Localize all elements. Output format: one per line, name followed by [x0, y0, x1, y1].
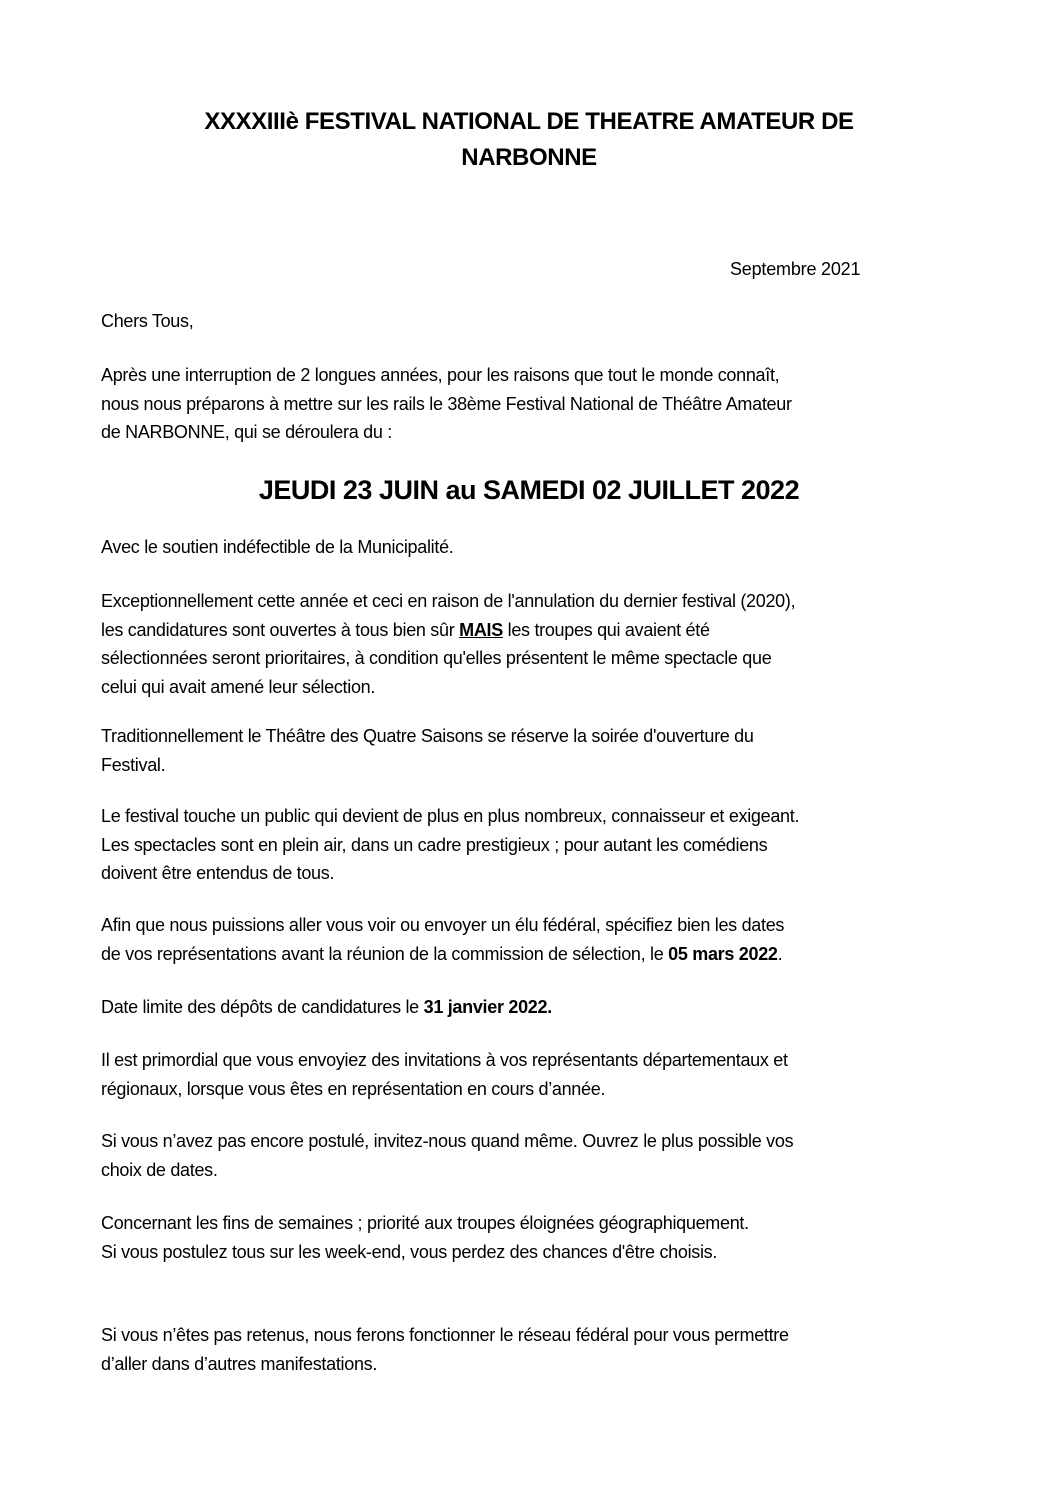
exceptional-line-2-start: les candidatures sont ouvertes à tous bien sûr — [101, 619, 460, 640]
exceptional-line-2 — [101, 616, 971, 645]
intro-line-1: Après une interruption de 2 longues années, pour les raisons que tout le monde connaît, — [101, 365, 780, 385]
intro-paragraph — [101, 361, 971, 447]
not-applied-line-1: Si vous n’avez pas encore postulé, invitez-nous quand même. Ouvrez le plus possible vos — [101, 1131, 794, 1151]
audience-line-2: Les spectacles sont en plein air, dans un cadre prestigieux ; pour autant les comédiens — [101, 834, 768, 855]
not-applied-line-2: choix de dates. — [101, 1159, 218, 1180]
letter-date: Septembre 2021 — [730, 259, 861, 279]
document-title — [100, 104, 958, 176]
festival-dates-headline: JEUDI 23 JUIN au SAMEDI 02 JUILLET 2022 — [258, 475, 800, 505]
exceptional-paragraph — [101, 587, 971, 701]
title-line-2: NARBONNE — [461, 144, 597, 171]
not-applied-paragraph — [101, 1127, 971, 1184]
tradition-line-2: Festival. — [101, 754, 166, 775]
invitations-line-1: Il est primordial que vous envoyiez des invitations à vos représentants départementaux et — [101, 1050, 788, 1070]
salutation: Chers Tous, — [101, 311, 194, 331]
deadline-paragraph — [101, 993, 971, 1022]
audience-line-1: Le festival touche un public qui devient de plus en plus nombreux, connaisseur et exigeant. — [101, 806, 800, 826]
title-line-1: XXXXIIIè FESTIVAL NATIONAL DE THEATRE AMATEUR DE — [204, 108, 854, 135]
audience-paragraph — [101, 802, 971, 888]
emphasis-mais: MAIS — [459, 619, 503, 640]
support-paragraph: Avec le soutien indéfectible de la Municipalité. — [101, 537, 454, 557]
not-selected-paragraph — [101, 1321, 971, 1378]
selection-line-1: Afin que nous puissions aller vous voir ou envoyer un élu fédéral, spécifiez bien les dates — [101, 915, 785, 935]
intro-line-3: de NARBONNE, qui se déroulera du : — [101, 422, 392, 442]
not-selected-line-2: d’aller dans d’autres manifestations. — [101, 1353, 378, 1374]
tradition-paragraph — [101, 722, 971, 779]
audience-line-3: doivent être entendus de tous. — [101, 863, 335, 883]
not-selected-line-1: Si vous n’êtes pas retenus, nous ferons fonctionner le réseau fédéral pour vous permettre — [101, 1325, 789, 1345]
exceptional-line-3: sélectionnées seront prioritaires, à condition qu'elles présentent le même spectacle que — [101, 648, 772, 668]
deadline-text: Date limite des dépôts de candidatures le — [101, 997, 424, 1017]
exceptional-line-1: Exceptionnellement cette année et ceci en raison de l'annulation du dernier festival (2020), — [101, 591, 796, 611]
selection-date: 05 mars 2022 — [668, 943, 778, 964]
invitations-line-2: régionaux, lorsque vous êtes en représentation en cours d’année. — [101, 1078, 606, 1099]
weekends-line-1: Concernant les fins de semaines ; priorité aux troupes éloignées géographiquement. — [101, 1213, 749, 1233]
exceptional-line-2-end: les troupes qui avaient été — [502, 619, 710, 640]
tradition-line-1: Traditionnellement le Théâtre des Quatre Saisons se réserve la soirée d'ouverture du — [101, 726, 754, 746]
deadline-date: 31 janvier 2022. — [423, 997, 552, 1017]
selection-line-2-start: de vos représentations avant la réunion de la commission de sélection, le — [101, 943, 669, 964]
invitations-paragraph — [101, 1046, 971, 1103]
intro-line-2: nous nous préparons à mettre sur les rails le 38ème Festival National de Théâtre Amateur — [101, 393, 792, 414]
selection-line-2-end: . — [777, 943, 783, 964]
exceptional-line-4: celui qui avait amené leur sélection. — [101, 676, 376, 697]
weekends-paragraph — [101, 1209, 971, 1266]
weekends-line-2: Si vous postulez tous sur les week-end, vous perdez des chances d'être choisis. — [101, 1241, 718, 1262]
selection-paragraph — [101, 911, 971, 968]
selection-line-2 — [101, 940, 971, 969]
